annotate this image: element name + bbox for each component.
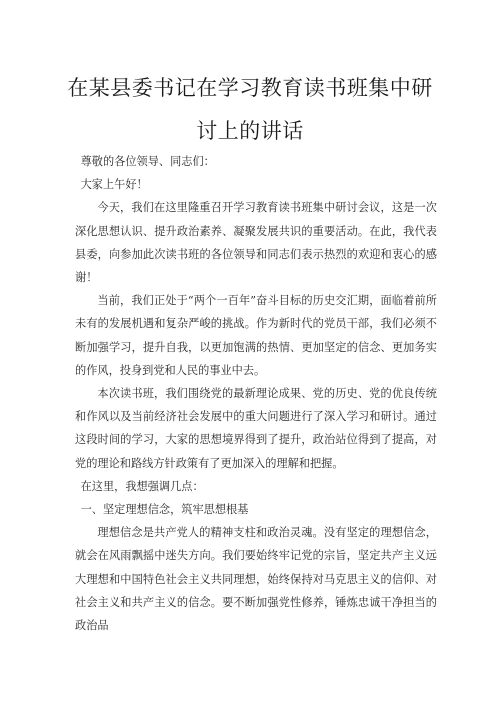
section-heading: 一、坚定理想信念，筑牢思想根基 (80, 503, 249, 517)
body-paragraph: 今天，我们在这里隆重召开学习教育读书班集中研讨会议，这是一次深化思想认识、提升政治素养、凝聚发展共识的重要活动。在此，我代表县委，向参加此次读书班的各位领导和同志们表示热烈的欢迎和衷心的感谢！ (75, 201, 437, 285)
body-paragraph: 当前，我们正处于“两个一百年”奋斗目标的历史交汇期，面临着前所未有的发展机遇和复杂严峻的挑战。作为新时代的党员干部，我们必须不断加强学习，提升自我，以更加饱满的热情、更加坚定的信念、更加务实的作风，投身到党和人民的事业中去。 (75, 294, 437, 377)
body-paragraph: 在这里，我想强调几点： (80, 479, 204, 493)
document-title-line-2: 讨上的讲话 (196, 119, 304, 143)
body-paragraph: 理想信念是共产党人的精神支柱和政治灵魂。没有坚定的理想信念，就会在风雨飘摇中迷失方向。我们要始终牢记党的宗旨，坚定共产主义远大理想和中国特色社会主义共同理想，始终保持对马克思主义的信仰、对社会主义和共产主义的信念。要不断加强党性修养，锤炼忠诚干净担当的政治品 (75, 526, 437, 633)
document-title-line-1: 在某县委书记在学习教育读书班集中研 (67, 76, 433, 100)
greeting: 大家上午好！ (80, 178, 148, 192)
salutation: 尊敬的各位领导、同志们： (80, 155, 215, 168)
body-paragraph: 本次读书班，我们围绕党的最新理论成果、党的历史、党的优良传统和作风以及当前经济社会发展中的重大问题进行了深入学习和研讨。通过这段时间的学习，大家的思想境界得到了提升，政治站位得到了提高，对党的理论和路线方针政策有了更加深入的理解和把握。 (75, 387, 437, 470)
document-body (75, 150, 437, 637)
